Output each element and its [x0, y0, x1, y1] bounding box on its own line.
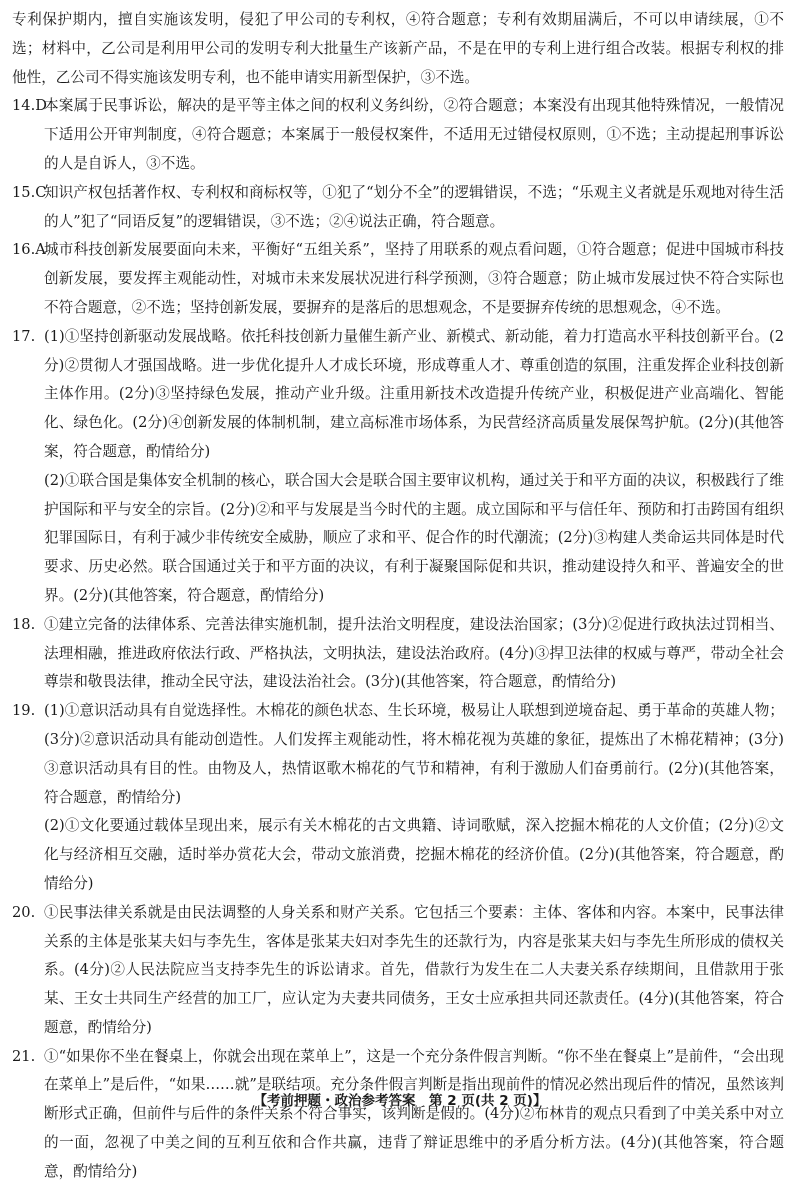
answer-18-text: ①建立完备的法律体系、完善法律实施机制，提升法治文明程度，建设法治国家；(3分)②促进行政执法过罚相当、法理相融，推进政府依法行政、严格执法，文明执法，建设法治政府。(4分)③捍卫法律的权威与尊严，带动全社会尊崇和敬畏法律，推动全民守法，建设法治社会。(3分)(其他答案，符合题意，酌情给分): [44, 615, 784, 691]
answer-content: [12, 6, 784, 1187]
answer-13-continuation: 专利保护期内，擅自实施该发明，侵犯了甲公司的专利权，④符合题意；专利有效期届满后，不可以申请续展，①不选；材料中，乙公司是利用甲公司的发明专利大批量生产该新产品，不是在甲的专利上进行组合改装。根据专利权的排他性，乙公司不得实施该发明专利，也不能申请实用新型保护，③不选。: [12, 11, 784, 86]
page-footer: 【考前押题・政治参考答案 第 2 页(共 2 页)】: [253, 1093, 547, 1109]
answer-19-body: [44, 697, 784, 899]
answer-19-part-1: (1)①意识活动具有自觉选择性。木棉花的颜色状态、生长环境，极易让人联想到逆境奋起、勇于革命的英雄人物；(3分)②意识活动具有能动创造性。人们发挥主观能动性，将木棉花视为英雄的象征，提炼出了木棉花精神；(3分)③意识活动具有目的性。由物及人，热情讴歌木棉花的气节和精神，有利于激励人们奋勇前行。(2分)(其他答案，符合题意，酌情给分): [44, 702, 784, 806]
answer-21-text: ①“如果你不坐在餐桌上，你就会出现在菜单上”，这是一个充分条件假言判断。“你不坐在餐桌上”是前件，“会出现在菜单上”是后件，“如果……就”是联结项。充分条件假言判断是指出现前件的情况必然出现后件的情况，虽然该判断形式正确，但前件与后件的条件关系不符合事实，该判断是假的。(4分)②布林肯的观点只看到了中美关系中对立的一面，忽视了中美之间的互利互依和合作共赢，违背了辩证思维中的矛盾分析方法。(4分)(其他答案，符合题意，酌情给分): [44, 1047, 784, 1180]
answer-19-number: 19.: [12, 702, 36, 720]
answer-17-body: [44, 323, 784, 611]
answer-14-text: 本案属于民事诉讼，解决的是平等主体之间的权利义务纠纷，②符合题意；本案没有出现其他特殊情况，一般情况下适用公开审判制度，④符合题意；本案属于一般侵权案件，不适用无过错侵权原则，①不选；主动提起刑事诉讼的人是自诉人，③不选。: [44, 97, 784, 172]
answer-20-body: [44, 899, 784, 1043]
answer-20-text: ①民事法律关系就是由民法调整的人身关系和财产关系。它包括三个要素：主体、客体和内容。本案中，民事法律关系的主体是张某夫妇与李先生，客体是张某夫妇对李先生的还款行为，内容是张某夫妇与李先生所形成的债权关系。(4分)②人民法院应当支持李先生的诉讼请求。首先，借款行为发生在二人夫妻关系存续期间，且借款用于张某、王女士共同生产经营的加工厂，应认定为夫妻共同债务，王女士应承担共同还款责任。(4分)(其他答案，符合题意，酌情给分): [44, 903, 784, 1036]
answer-21: [12, 1043, 784, 1187]
answer-18-body: [44, 611, 784, 697]
answer-14: [12, 92, 784, 178]
answer-19-part-2: (2)①文化要通过载体呈现出来，展示有关木棉花的古文典籍、诗词歌赋，深入挖掘木棉花的人文价值；(2分)②文化与经济相互交融，适时举办赏花大会，带动文旅消费，挖掘木棉花的经济价值。(2分)(其他答案，符合题意，酌情给分): [44, 817, 784, 892]
answer-16-number: 16.A: [12, 241, 46, 259]
answer-17-part-1: (1)①坚持创新驱动发展战略。依托科技创新力量催生新产业、新模式、新动能，着力打造高水平科技创新平台。(2分)②贯彻人才强国战略。进一步优化提升人才成长环境，形成尊重人才、尊重创造的氛围，注重发挥企业科技创新主体作用。(2分)③坚持绿色发展，推动产业升级。注重用新技术改造提升传统产业，积极促进产业高端化、智能化、绿色化。(2分)④创新发展的体制机制，建立高标准市场体系，为民营经济高质量发展保驾护航。(2分)(其他答案，符合题意，酌情给分): [44, 327, 784, 460]
answer-17-number: 17.: [12, 327, 36, 345]
answer-21-body: [44, 1043, 784, 1187]
answer-19: [12, 697, 784, 899]
answer-20-number: 20.: [12, 903, 36, 921]
answer-15-number: 15.C: [12, 183, 47, 201]
answer-15: [12, 179, 784, 237]
answer-21-number: 21.: [12, 1047, 36, 1065]
answer-15-text: 知识产权包括著作权、专利权和商标权等，①犯了“划分不全”的逻辑错误，不选；“乐观主义者就是乐观地对待生活的人”犯了“同语反复”的逻辑错误，③不选；②④说法正确，符合题意。: [44, 183, 784, 230]
answer-18-number: 18.: [12, 615, 36, 633]
answer-20: [12, 899, 784, 1043]
answer-18: [12, 611, 784, 697]
answer-17-part-2: (2)①联合国是集体安全机制的核心，联合国大会是联合国主要审议机构，通过关于和平方面的决议，积极践行了维护国际和平与安全的宗旨。(2分)②和平与发展是当今时代的主题。成立国际和平与信任年、预防和打击跨国有组织犯罪国际日，有利于减少非传统安全威胁，顺应了求和平、促合作的时代潮流；(2分)③构建人类命运共同体是时代要求、历史必然。联合国通过关于和平方面的决议，有利于凝聚国际促和共识，推动建设持久和平、普遍安全的世界。(2分)(其他答案，符合题意，酌情给分): [44, 471, 784, 604]
answer-14-body: [44, 92, 784, 178]
answer-14-number: 14.D: [12, 97, 47, 115]
answer-16-body: [44, 236, 784, 322]
answer-16-text: 城市科技创新发展要面向未来，平衡好“五组关系”，坚持了用联系的观点看问题，①符合题意；促进中国城市科技创新发展，要发挥主观能动性，对城市未来发展状况进行科学预测，③符合题意；防止城市发展过快不符合实际也不符合题意，②不选；坚持创新发展，要摒弃的是落后的思想观念，不是要摒弃传统的思想观念，④不选。: [44, 241, 784, 316]
answer-16: [12, 236, 784, 322]
answer-17: [12, 323, 784, 611]
answer-15-body: [44, 179, 784, 237]
